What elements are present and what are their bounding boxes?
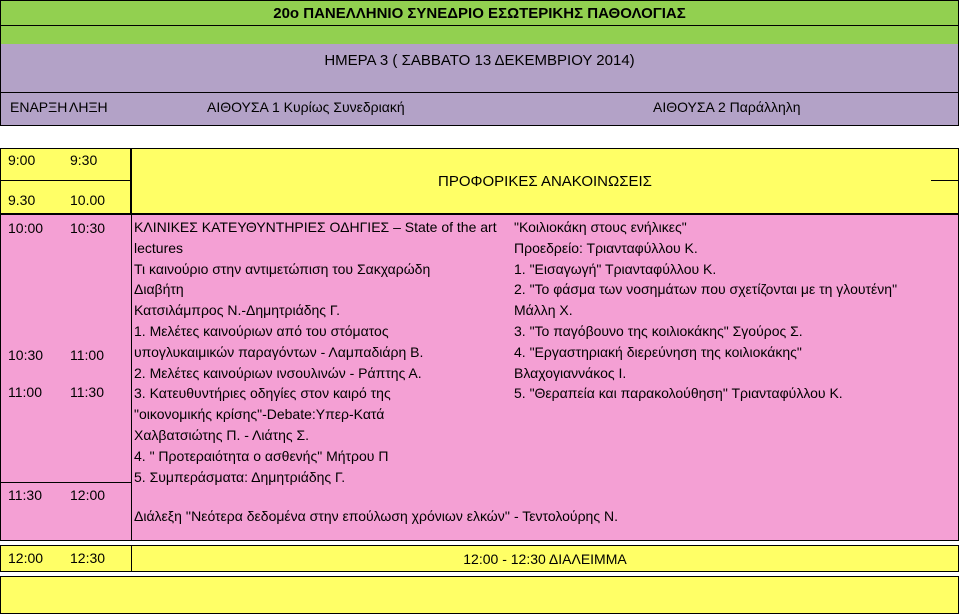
- day-banner-text: ΗΜΕΡΑ 3 ( ΣΑΒΒΑΤΟ 13 ΔΕΚΕΜΒΡΙΟΥ 2014): [324, 51, 635, 69]
- room1-line: Διαβήτη: [134, 281, 184, 298]
- room2-line: 4. "Εργαστηριακή διερεύνηση της κοιλιοκάκης": [514, 343, 802, 360]
- room2-line: Μάλλη Χ.: [514, 302, 573, 319]
- conference-title: [0, 0, 959, 26]
- room2-line: Βλαχογιαννάκος Ι.: [514, 364, 627, 381]
- column-header-start: ΕΝΑΡΞΗ: [10, 99, 68, 115]
- room2-line: "Κοιλιοκάκη στους ενήλικες": [514, 219, 687, 235]
- room1-line: Χαλβατσιώτης Π. - Λιάτης Σ.: [134, 426, 310, 443]
- title-spacer: [0, 26, 959, 44]
- column-header-end: ΛΗΞΗ: [69, 99, 108, 115]
- room1-line: 3. Κατευθυντήριες οδηγίες στον καιρό της: [134, 385, 391, 402]
- room1-session: [134, 217, 497, 487]
- room1-line: "οικονομικής κρίσης"-Debate:Υπερ-Κατά: [134, 406, 385, 423]
- room1-line: lectures: [134, 239, 184, 256]
- bottom-row: [0, 576, 959, 614]
- slot-2-end: 10.00: [70, 192, 106, 208]
- conference-title-text: 20ο ΠΑΝΕΛΛΗΝΙΟ ΣΥΝΕΔΡΙΟ ΕΣΩΤΕΡΙΚΗΣ ΠΑΘΟΛΟΓΙΑΣ: [273, 4, 686, 22]
- room1-line: ΚΛΙΝΙΚΕΣ ΚΑΤΕΥΘΥΝΤΗΡΙΕΣ ΟΔΗΓΙΕΣ – State of the art: [134, 219, 497, 235]
- lecture-text: Διάλεξη ''Νεότερα δεδομένα στην επούλωση χρόνιων ελκών'' - Τεντολούρης Ν.: [134, 508, 618, 524]
- slot-6-start: 11:30: [8, 487, 42, 503]
- room1-line: 1. Μελέτες καινούριων από του στόματος: [134, 322, 389, 339]
- slot-2-start: 9.30: [8, 192, 36, 208]
- room1-line: υπογλυκαιμικών παραγόντων - Λαμπαδιάρη Β.: [134, 343, 424, 360]
- room2-line: 1. "Εισαγωγή" Τριανταφύλλου Κ.: [514, 260, 717, 277]
- slot-4-end: 11:00: [70, 347, 104, 363]
- room2-session: [514, 217, 897, 404]
- room1-line: Κατσιλάμπρος Ν.-Δημητριάδης Γ.: [134, 302, 340, 319]
- slot-5-end: 11:30: [70, 384, 104, 400]
- room2-line: 2. "Το φάσμα των νοσημάτων που σχετίζονται με τη γλουτένη": [514, 281, 898, 298]
- header-spacer: [0, 76, 959, 92]
- room1-line: 5. Συμπεράσματα: Δημητριάδης Γ.: [134, 468, 346, 485]
- slot-1-end: 9:30: [70, 152, 98, 168]
- column-header-room2: ΑΙΘΟΥΣΑ 2 Παράλληλη: [653, 99, 801, 115]
- slot-4-start: 10:30: [8, 347, 44, 363]
- room2-line: Προεδρείο: Τριανταφύλλου Κ.: [514, 239, 698, 256]
- room1-line: 2. Μελέτες καινούριων ινσουλινών - Ράπτης Α.: [134, 364, 422, 381]
- room1-line: Τι καινούριο στην αντιμετώπιση του Σακχαρώδη: [134, 260, 431, 277]
- room1-line: 4. " Προτεραιότητα ο ασθενής" Μήτρου Π: [134, 447, 389, 464]
- slot-3-end: 10:30: [70, 220, 106, 236]
- room2-line: 5. "Θεραπεία και παρακολούθηση" Τριανταφύλλου Κ.: [514, 385, 843, 402]
- slot-7-end: 12:30: [70, 550, 106, 566]
- column-header-room1: ΑΙΘΟΥΣΑ 1 Κυρίως Συνεδριακή: [207, 99, 405, 115]
- column-header-row: [0, 92, 959, 126]
- break-label-text: 12:00 - 12:30 ΔΙΑΛΕΙΜΜΑ: [463, 550, 627, 567]
- oral-presentations-label: ΠΡΟΦΟΡΙΚΕΣ ΑΝΑΚΟΙΝΩΣΕΙΣ: [438, 172, 652, 190]
- oral-presentations-block: [131, 148, 959, 214]
- room2-line: 3. "Το παγόβουνο της κοιλιοκάκης" Σγούρος Σ.: [514, 322, 803, 339]
- slot-6-end: 12:00: [70, 487, 106, 503]
- slot-5-start: 11:00: [8, 384, 42, 400]
- slot-7-start: 12:00: [8, 550, 44, 566]
- break-label: [131, 545, 959, 572]
- slot-1-start: 9:00: [8, 152, 36, 168]
- slot-3-start: 10:00: [8, 220, 44, 236]
- day-banner: [0, 44, 959, 76]
